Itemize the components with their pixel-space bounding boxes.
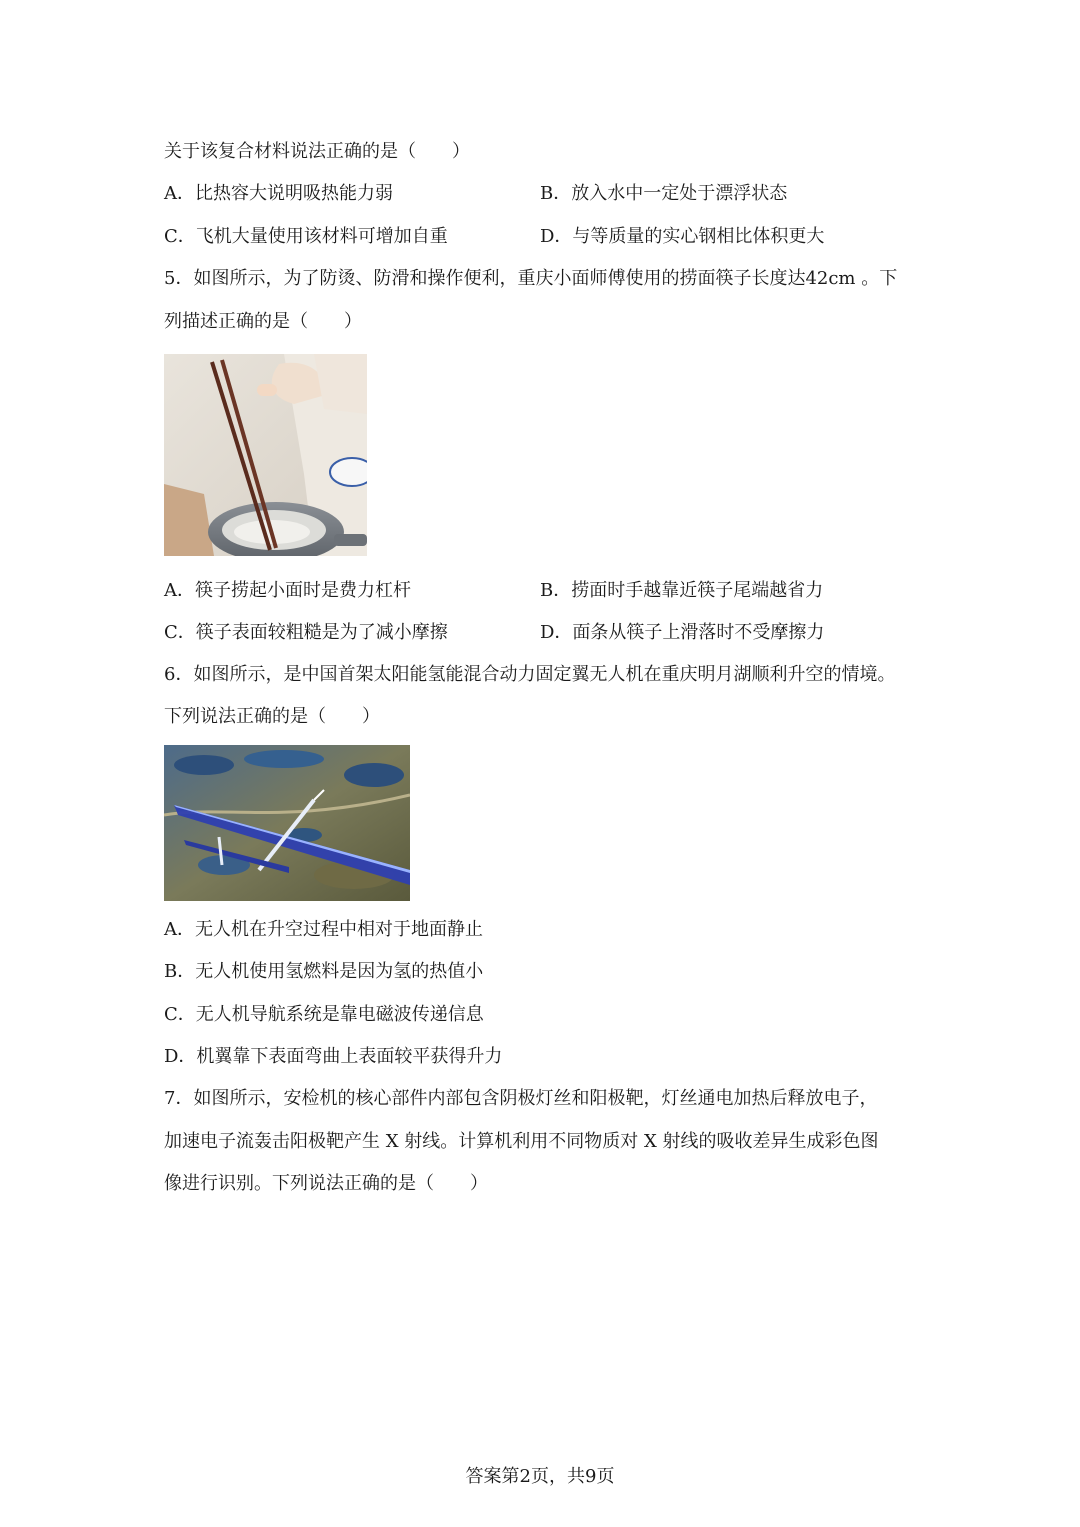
- page-footer: 答案第2页，共9页: [465, 1466, 615, 1487]
- q6-stem-line1: 6．如图所示，是中国首架太阳能氢能混合动力固定翼无人机在重庆明月湖顺利升空的情境。: [164, 664, 896, 685]
- q4-option-b: B．放入水中一定处于漂浮状态: [540, 183, 788, 204]
- q7-stem-line3: 像进行识别。下列说法正确的是（ ）: [164, 1173, 488, 1194]
- q5-option-d: D．面条从筷子上滑落时不受摩擦力: [540, 622, 825, 643]
- q5-option-b: B．捞面时手越靠近筷子尾端越省力: [540, 580, 824, 601]
- q6-option-d: D．机翼靠下表面弯曲上表面较平获得升力: [164, 1046, 503, 1067]
- q6-stem-line2: 下列说法正确的是（ ）: [164, 706, 380, 727]
- q7-stem-line1: 7．如图所示，安检机的核心部件内部包含阴极灯丝和阳极靶，灯丝通电加热后释放电子，: [164, 1088, 878, 1109]
- q7-stem-line2: 加速电子流轰击阳极靶产生 X 射线。计算机利用不同物质对 X 射线的吸收差异生成彩色图: [164, 1131, 879, 1152]
- q5-stem-line2: 列描述正确的是（ ）: [164, 311, 362, 332]
- q6-figure-drone-photo: [164, 745, 410, 901]
- q4-option-d: D．与等质量的实心钢相比体积更大: [540, 226, 825, 247]
- chopsticks-noodle-pot-photo-icon: [164, 354, 367, 556]
- q5-stem-line1: 5．如图所示，为了防烫、防滑和操作便利，重庆小面师傅使用的捞面筷子长度达42cm 。下: [164, 268, 898, 289]
- solar-drone-over-lake-photo-icon: [164, 745, 410, 901]
- q6-option-c: C．无人机导航系统是靠电磁波传递信息: [164, 1004, 484, 1025]
- q4-stem-tail: 关于该复合材料说法正确的是（ ）: [164, 141, 470, 162]
- q5-figure-chopsticks-photo: [164, 354, 367, 556]
- q4-option-a: A．比热容大说明吸热能力弱: [164, 183, 393, 204]
- q6-option-a: A．无人机在升空过程中相对于地面静止: [164, 919, 483, 940]
- q6-option-b: B．无人机使用氢燃料是因为氢的热值小: [164, 961, 484, 982]
- q4-option-c: C．飞机大量使用该材料可增加自重: [164, 226, 448, 247]
- q5-option-a: A．筷子捞起小面时是费力杠杆: [164, 580, 411, 601]
- q5-option-c: C．筷子表面较粗糙是为了减小摩擦: [164, 622, 448, 643]
